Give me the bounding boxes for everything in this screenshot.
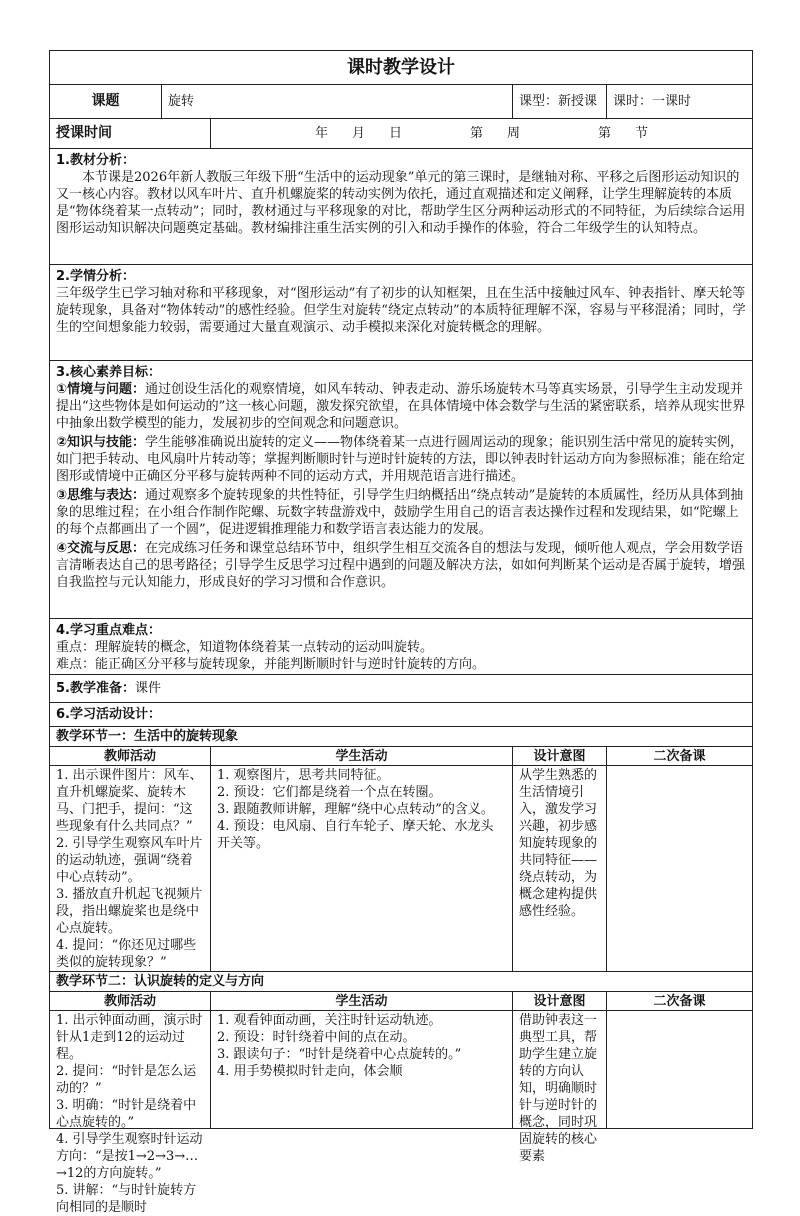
teacher-step: 4. 引导学生观察时针运动方向：“是按1→2→3→…→12的方向旋转。” xyxy=(56,1132,203,1181)
col-student: 学生活动 xyxy=(211,747,513,766)
teacher-activities xyxy=(50,766,211,972)
goal-label: ④交流与反思： xyxy=(56,541,146,556)
prep-text: 课件 xyxy=(134,681,161,696)
topic-label: 课题 xyxy=(50,85,162,119)
activities-heading: 6.学习活动设计： xyxy=(50,703,753,727)
prep-heading: 5.教学准备： xyxy=(56,681,135,696)
teacher-step: 3. 明确：“时针是绕着中心点旋转的。” xyxy=(56,1098,197,1130)
teacher-activities xyxy=(50,1011,211,1215)
segment-title: 教学环节二：认识旋转的定义与方向 xyxy=(50,972,753,992)
keypoint-difficulty: 难点：能正确区分平移与旋转现象，并能判断顺时针与逆时针旋转的方向。 xyxy=(56,657,486,672)
student-activities xyxy=(211,766,513,972)
time-month: 月 xyxy=(351,126,365,141)
time-day: 日 xyxy=(388,126,402,141)
intent-text: 借助钟表这一典型工具，帮助学生建立旋转的方向认知，明确顺时针与逆时针的概念，同时巩固旋转的核心要素 xyxy=(519,1013,598,1164)
teacher-step: 2. 提问：“时针是怎么运动的？” xyxy=(56,1064,197,1096)
design-intent xyxy=(513,766,607,972)
design-intent xyxy=(513,1011,607,1164)
teacher-step: 4. 提问：“你还见过哪些类似的旋转现象？” xyxy=(56,938,197,970)
time-week: 周 xyxy=(507,126,521,141)
topic-value: 旋转 xyxy=(162,85,513,119)
col-teacher: 教师活动 xyxy=(50,747,211,766)
time-row xyxy=(211,119,753,149)
time-year: 年 xyxy=(314,126,328,141)
intent-text: 从学生熟悉的生活情境引入，激发学习兴趣，初步感知旋转现象的共同特征——绕点转动，为概念建构提供感性经验。 xyxy=(519,768,598,919)
time-di2: 第 xyxy=(598,126,612,141)
learner-section xyxy=(50,265,753,361)
student-step: 3. 跟读句子：“时针是绕着中心点旋转的。” xyxy=(217,1047,462,1062)
student-step: 1. 观察图片，思考共同特征。 xyxy=(217,768,390,783)
goal-label: ②知识与技能： xyxy=(56,435,146,450)
student-activities xyxy=(211,1011,513,1129)
goal-text: 通过创设生活化的观察情境，如风车转动、钟表走动、游乐场旋转木马等真实场景，引导学生主动发现并提出“这些物体是如何运动的”这一核心问题，激发探究欲望，在具体情境中体会数学与生活的紧密联系，培养从现实世界中抽象出数学模型的能力，发展初步的空间观念和问题意识。 xyxy=(56,382,746,431)
time-label: 授课时间 xyxy=(50,119,211,149)
second-prep xyxy=(607,766,753,972)
teacher-step: 1. 出示课件图片：风车、直升机螺旋桨、旋转木马、门把手，提问：“这些现象有什么共同点？” xyxy=(56,768,203,834)
col-second: 二次备课 xyxy=(607,992,753,1011)
col-intent: 设计意图 xyxy=(513,747,607,766)
goal-item xyxy=(56,381,746,432)
goal-item xyxy=(56,434,746,485)
learner-text: 三年级学生已学习轴对称和平移现象，对“图形运动”有了初步的认知框架，且在生活中接触过风车、钟表指针、摩天轮等旋转现象，具备对“物体转动”的感性经验。但学生对旋转“绕定点转动”的本质特征理解不深，容易与平移混淆；同时，学生的空间想象能力较弱，需要通过大量直观演示、动手模拟来深化对旋转概念的理解。 xyxy=(56,286,746,335)
material-section xyxy=(50,149,753,265)
learner-heading: 2.学情分析： xyxy=(56,269,135,284)
goal-text: 学生能够准确说出旋转的定义——物体绕着某一点进行圆周运动的现象；能识别生活中常见的旋转实例，如门把手转动、电风扇叶片转动等；掌握判断顺时针与逆时针旋转的方法，即以钟表时针运动方向为参照标准；能在给定图形或情境中正确区分平移与旋转两种不同的运动方式，并用规范语言进行描述。 xyxy=(56,435,746,484)
lesson-type: 课型：新授课 xyxy=(513,85,607,119)
goal-item xyxy=(56,487,746,538)
keypoints-heading: 4.学习重点难点： xyxy=(56,623,161,638)
student-step: 3. 跟随教师讲解，理解“绕中心点转动”的含义。 xyxy=(217,802,494,817)
student-step: 1. 观看钟面动画，关注时针运动轨迹。 xyxy=(217,1013,442,1028)
col-second: 二次备课 xyxy=(607,747,753,766)
time-period: 节 xyxy=(635,126,649,141)
lesson-plan-page xyxy=(49,50,752,1215)
material-heading: 1.教材分析： xyxy=(56,153,135,168)
second-prep xyxy=(607,1011,753,1129)
col-student: 学生活动 xyxy=(211,992,513,1011)
goals-section xyxy=(50,361,753,619)
student-step: 4. 用手势模拟时针走向，体会顺 xyxy=(217,1064,403,1079)
teacher-step: 1. 出示钟面动画，演示时针从1走到12的运动过程。 xyxy=(56,1013,203,1062)
student-step: 4. 预设：电风扇、自行车轮子、摩天轮、水龙头开关等。 xyxy=(217,819,494,851)
goal-item xyxy=(56,540,746,591)
lesson-plan-table xyxy=(49,50,753,1215)
student-step: 2. 预设：它们都是绕着一个点在转圈。 xyxy=(217,785,442,800)
page-title: 课时教学设计 xyxy=(50,51,753,85)
goal-text: 通过观察多个旋转现象的共性特征，引导学生归纳概括出“绕点转动”是旋转的本质属性，经历从具体到抽象的思维过程；在小组合作制作陀螺、玩数字转盘游戏中，鼓励学生用自己的语言表达操作过程和发现结果，如“陀螺上的每个点都画出了一个圆”，促进逻辑推理能力和数学语言表达能力的发展。 xyxy=(56,488,744,537)
time-di: 第 xyxy=(470,126,484,141)
goals-heading: 3.核心素养目标： xyxy=(56,365,161,380)
prep-section xyxy=(50,675,753,703)
goal-label: ①情境与问题： xyxy=(56,382,146,397)
segment-title: 教学环节一：生活中的旋转现象 xyxy=(50,727,753,747)
col-teacher: 教师活动 xyxy=(50,992,211,1011)
goal-label: ③思维与表达： xyxy=(56,488,146,503)
material-text: 本节课是2026年新人教版三年级下册“生活中的运动现象”单元的第三课时，是继轴对称、平移之后图形运动知识的又一核心内容。教材以风车叶片、直升机螺旋桨的转动实例为依托，通过直观描述和定义阐释，让学生理解旋转的本质是“物体绕着某一点转动”；同时，教材通过与平移现象的对比，帮助学生区分两种运动形式的不同特征，为后续综合运用图形运动知识解决问题奠定基础。教材编排注重生活实例的引入和动手操作的体验，符合二年级学生的认知特点。 xyxy=(56,170,746,236)
goal-text: 在完成练习任务和课堂总结环节中，组织学生相互交流各自的想法与发现，倾听他人观点，学会用数学语言清晰表达自己的思考路径；引导学生反思学习过程中遇到的问题及解决方法，如如何判断某个运动是否属于旋转，增强自我监控与元认知能力，形成良好的学习习惯和合作意识。 xyxy=(56,541,746,590)
lesson-hours: 课时：一课时 xyxy=(607,85,753,119)
col-intent: 设计意图 xyxy=(513,992,607,1011)
student-step: 2. 预设：时针绕着中间的点在动。 xyxy=(217,1030,416,1045)
teacher-step: 3. 播放直升机起飞视频片段，指出螺旋桨也是绕中心点旋转。 xyxy=(56,887,203,936)
teacher-step: 5. 讲解：“与时针旋转方向相同的是顺时 xyxy=(56,1183,197,1215)
teacher-step: 2. 引导学生观察风车叶片的运动轨迹，强调“绕着中心点转动”。 xyxy=(56,836,203,885)
keypoints-section xyxy=(50,619,753,675)
keypoint-key: 重点：理解旋转的概念，知道物体绕着某一点转动的运动叫旋转。 xyxy=(56,640,434,655)
